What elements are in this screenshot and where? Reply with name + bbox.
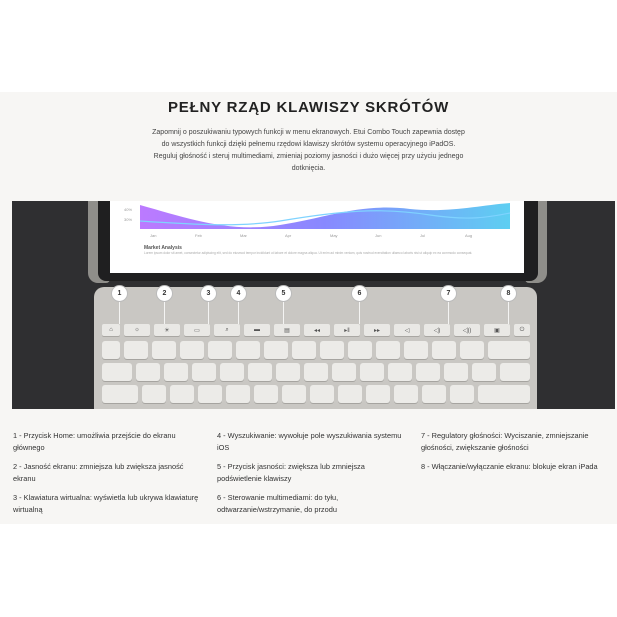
legend-item-2: 2 - Jasność ekranu: zmniejsza lub zwiększa jasność ekranu [13,462,184,483]
legend-item-8: 8 - Włączanie/wyłączanie ekranu: blokuje ekran iPada [421,462,598,471]
key[interactable] [348,341,372,359]
callout-7: 7 [440,285,457,302]
x-tick-6: Jun [375,233,382,238]
key[interactable] [320,341,344,359]
key[interactable] [170,385,194,403]
next-track-key[interactable]: ▸▸ [364,324,390,336]
volume-down-key[interactable]: ◁) [424,324,450,336]
legend-item-1: 1 - Przycisk Home: umożliwia przejście do ekranu głównego [13,431,176,452]
key[interactable] [142,385,166,403]
key[interactable] [444,363,468,381]
key[interactable] [366,385,390,403]
key[interactable] [388,363,412,381]
home-key[interactable]: ⌂ [102,324,120,336]
key[interactable] [360,363,384,381]
legend-item-6: 6 - Sterowanie multimediami: do tyłu, odtwarzanie/wstrzymanie, do przodu [217,493,339,514]
key[interactable] [264,341,288,359]
key[interactable] [102,341,120,359]
ipad-screen [110,201,524,273]
key[interactable] [192,363,216,381]
backlight-down-key[interactable]: ▬ [244,324,270,336]
callout-1: 1 [111,285,128,302]
key[interactable] [472,363,496,381]
screen-heading: Market Analysis [144,245,182,251]
key[interactable] [376,341,400,359]
key[interactable] [394,385,418,403]
key[interactable] [310,385,334,403]
power-key[interactable]: ⏻ [514,324,530,336]
key[interactable] [198,385,222,403]
key[interactable] [292,341,316,359]
key[interactable] [422,385,446,403]
callout-8: 8 [500,285,517,302]
key[interactable] [500,363,530,381]
key[interactable] [124,341,148,359]
x-tick-2: Feb [195,233,202,238]
key[interactable] [254,385,278,403]
search-key[interactable]: ⌕ [214,324,240,336]
key[interactable] [248,363,272,381]
key[interactable] [226,385,250,403]
backlight-up-key[interactable]: ▤ [274,324,300,336]
keyboard [94,287,537,409]
product-photo [12,201,615,409]
callout-5: 5 [275,285,292,302]
legend-item-5: 5 - Przycisk jasności: zwiększa lub zmniejsza podświetlenie klawiszy [217,462,365,483]
key[interactable] [416,363,440,381]
screen-body-text: Lorem ipsum dolor sit amet, consectetur adipiscing elit, sed do eiusmod tempor incididunt ut labore et dolore magna aliqua. Ut enim ad minim veniam, quis nostrud exercitation ullamco laboris nisi ut aliquip ex ea commodo consequat. [144,251,473,255]
caps-lock-key[interactable] [102,385,138,403]
key[interactable] [236,341,260,359]
chart-area [140,203,510,229]
brightness-down-key[interactable]: ☼ [124,324,150,336]
y-label-2: 30% [124,217,133,222]
screen-chart [110,201,524,273]
key[interactable] [282,385,306,403]
key[interactable] [304,363,328,381]
delete-key[interactable] [488,341,530,359]
y-label-1: 40% [124,207,133,212]
key[interactable] [276,363,300,381]
callout-3: 3 [200,285,217,302]
key[interactable] [432,341,456,359]
brightness-up-key[interactable]: ☀ [154,324,180,336]
lock-screen-key[interactable]: ▣ [484,324,510,336]
key[interactable] [332,363,356,381]
key[interactable] [450,385,474,403]
legend-item-7: 7 - Regulatory głośności: Wyciszanie, zmniejszanie głośności, zwiększanie głośności [421,431,589,452]
key[interactable] [208,341,232,359]
legend-item-4: 4 - Wyszukiwanie: wywołuje pole wyszukiwania systemu iOS [217,431,402,452]
key[interactable] [136,363,160,381]
x-tick-5: May [330,233,338,238]
key[interactable] [404,341,428,359]
x-tick-7: Jul [420,233,426,238]
x-tick-8: Aug [465,233,473,238]
key[interactable] [220,363,244,381]
x-tick-4: Apr [285,233,292,238]
previous-track-key[interactable]: ◂◂ [304,324,330,336]
volume-up-key[interactable]: ◁)) [454,324,480,336]
virtual-keyboard-key[interactable]: ▭ [184,324,210,336]
callout-2: 2 [156,285,173,302]
mute-key[interactable]: ◁ [394,324,420,336]
tab-key[interactable] [102,363,132,381]
key[interactable] [164,363,188,381]
x-tick-3: Mar [240,233,247,238]
x-tick-1: Jan [150,233,157,238]
key[interactable] [460,341,484,359]
intro-paragraph: Zapomnij o poszukiwaniu typowych funkcji w menu ekranowych. Etui Combo Touch zapewnia dostęp do wszystkich funkcji dzięki pełnemu rzędowi klawiszy skrótów systemu operacyjnego iPadOS. Reguluj głośność i steruj multimediami, zmieniaj poziomy jasności i dużo więcej przy użyciu jednego dotknięcia. [152,129,465,172]
key[interactable] [180,341,204,359]
page-title: PEŁNY RZĄD KLAWISZY SKRÓTÓW [167,99,450,116]
key[interactable] [338,385,362,403]
callout-4: 4 [230,285,247,302]
play-pause-key[interactable]: ▸‖ [334,324,360,336]
callout-6: 6 [351,285,368,302]
key[interactable] [152,341,176,359]
return-key[interactable] [478,385,530,403]
legend-item-3: 3 - Klawiatura wirtualna: wyświetla lub ukrywa klawiaturę wirtualną [13,493,199,514]
